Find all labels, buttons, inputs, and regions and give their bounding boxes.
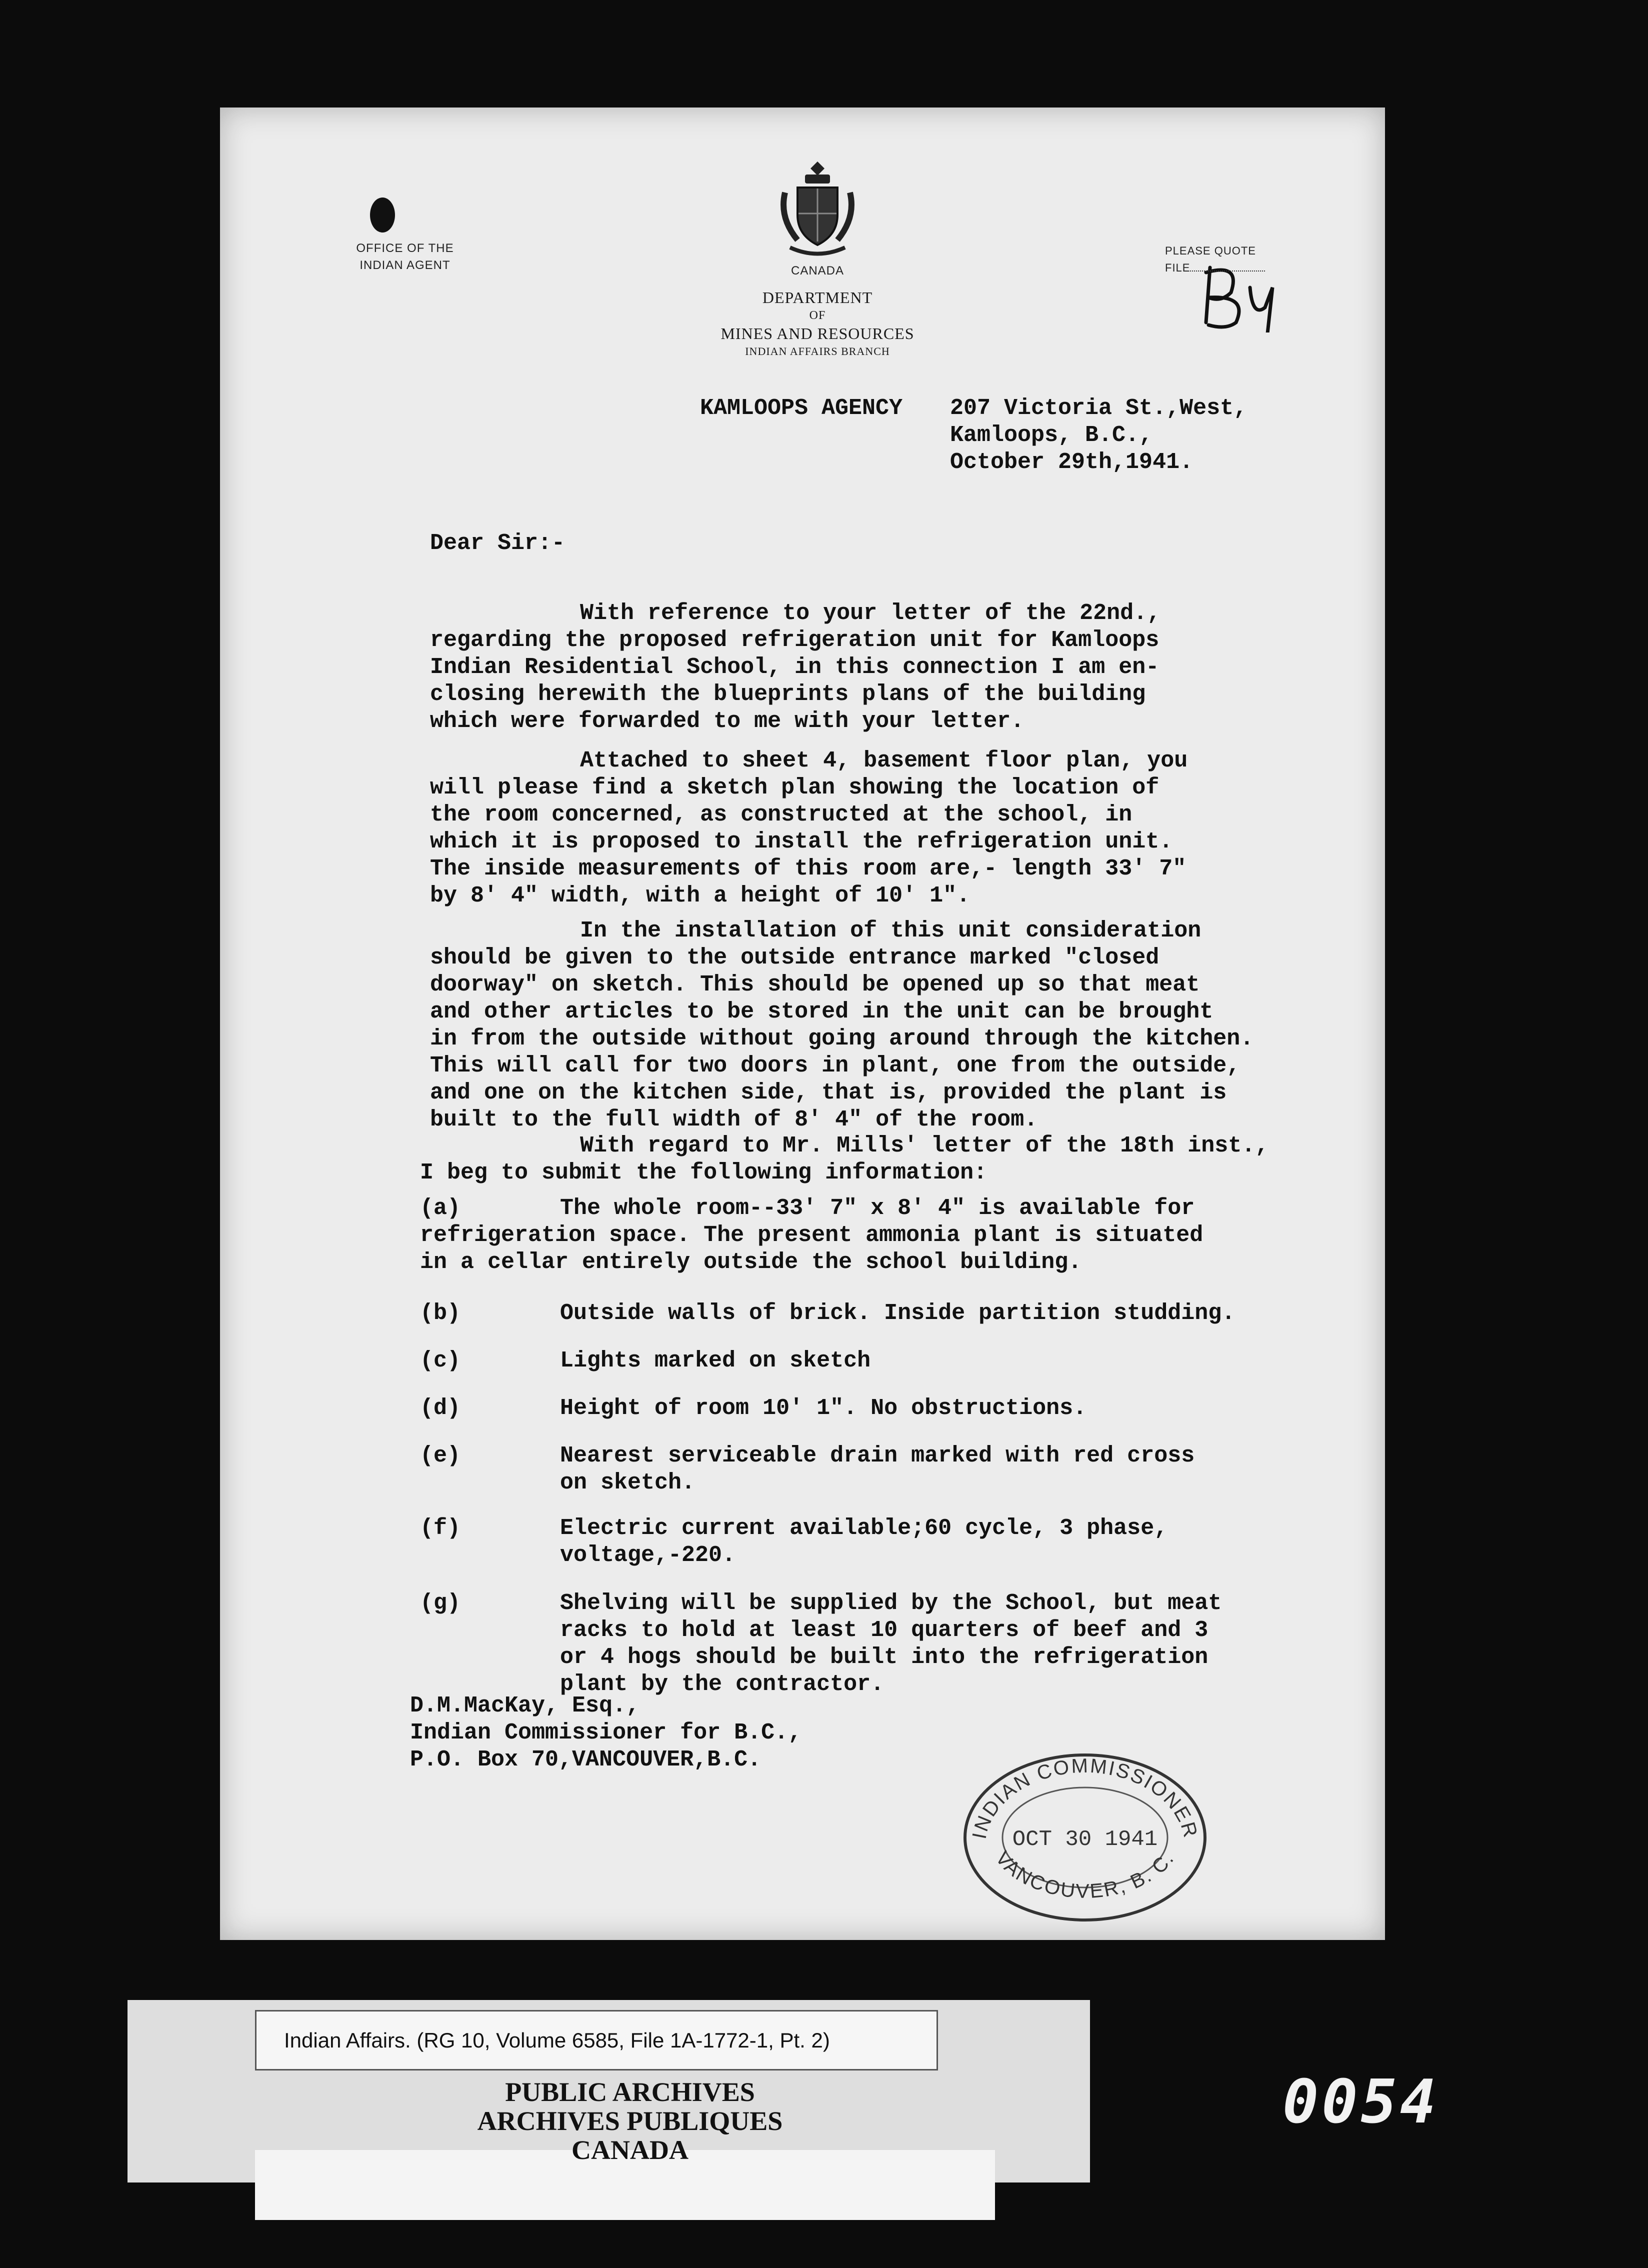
paragraph-line: Attached to sheet 4, basement floor plan, you: [580, 748, 1188, 774]
item-line: The whole room--33' 7" x 8' 4" is available for: [560, 1196, 1195, 1221]
item-label: (f): [420, 1516, 461, 1541]
branch-label: INDIAN AFFAIRS BRANCH: [745, 345, 890, 358]
archive-title: [380, 2078, 880, 2164]
item-line: or 4 hogs should be built into the refrigeration: [560, 1644, 1208, 1670]
paragraph-line: which were forwarded to me with your letter.: [430, 708, 1024, 734]
paragraph-line: and one on the kitchen side, that is, provided the plant is: [430, 1080, 1227, 1106]
paragraph-line: regarding the proposed refrigeration unit for Kamloops: [430, 628, 1160, 653]
paragraph-4: [420, 1132, 1268, 1186]
item-label: (c): [420, 1348, 461, 1374]
list-item: [420, 1195, 1203, 1276]
office-line-1: OFFICE OF THE: [356, 242, 454, 255]
office-of-indian-agent: [345, 240, 465, 274]
item-line: Shelving will be supplied by the School, but meat: [560, 1590, 1222, 1616]
item-text-block: [560, 1442, 1194, 1496]
office-line-2: INDIAN AGENT: [360, 258, 450, 272]
paragraph-line: In the installation of this unit consideration: [580, 918, 1202, 944]
archive-line-1: PUBLIC ARCHIVES: [505, 2077, 755, 2107]
paragraph-2: [430, 748, 1188, 910]
item-label: (e): [420, 1443, 461, 1468]
coat-of-arms-icon: [775, 158, 860, 258]
paragraph-line: doorway" on sketch. This should be opened up so that meat: [430, 972, 1200, 998]
stamp-bottom-text: VANCOUVER, B. C.: [991, 1847, 1179, 1902]
stamp-date: OCT 30 1941: [1012, 1827, 1158, 1852]
paragraph-line: The inside measurements of this room are,- length 33' 7": [430, 856, 1186, 882]
dept-line-2: OF: [809, 309, 826, 322]
paragraph-line: which it is proposed to install the refrigeration unit.: [430, 829, 1173, 854]
item-line: voltage,-220.: [560, 1542, 736, 1568]
file-label: [1165, 260, 1325, 276]
country-label: CANADA: [790, 264, 844, 278]
archive-reference-slip: [255, 2010, 938, 2070]
dept-line-3: MINES AND RESOURCES: [720, 324, 914, 342]
item-line: on sketch.: [560, 1470, 696, 1496]
paragraph-line: Indian Residential School, in this connection I am en-: [430, 654, 1160, 680]
recipient-line-2: Indian Commissioner for B.C.,: [410, 1720, 802, 1746]
paragraph-1: [430, 600, 1160, 735]
recipient-line-3: P.O. Box 70,VANCOUVER,B.C.: [410, 1747, 762, 1772]
dept-line-1: DEPARTMENT: [762, 288, 873, 306]
department-block: [680, 288, 955, 360]
salutation: Dear Sir:-: [430, 530, 566, 556]
item-line: Outside walls of brick. Inside partition studding.: [560, 1300, 1236, 1326]
item-line: in a cellar entirely outside the school building.: [420, 1250, 1082, 1275]
agency-name: KAMLOOPS AGENCY: [700, 396, 903, 421]
paragraph-line: the room concerned, as constructed at the school, in: [430, 802, 1132, 828]
archive-line-3: CANADA: [572, 2135, 688, 2165]
please-quote-label: PLEASE QUOTE: [1165, 244, 1256, 257]
stamp-top-text: INDIAN COMMISSIONER: [968, 1754, 1202, 1841]
paragraph-line: With reference to your letter of the 22nd.,: [580, 600, 1161, 626]
punch-hole: [370, 198, 395, 232]
paragraph-line: and other articles to be stored in the unit can be brought: [430, 999, 1214, 1024]
address-line-1: 207 Victoria St.,West,: [950, 396, 1248, 421]
item-line: Height of room 10' 1". No obstructions.: [560, 1396, 1087, 1421]
recipient-line-1: D.M.MacKay, Esq.,: [410, 1693, 640, 1718]
archive-line-2: ARCHIVES PUBLIQUES: [477, 2106, 783, 2136]
archive-reference: Indian Affairs. (RG 10, Volume 6585, File 1A-1772-1, Pt. 2): [284, 2028, 830, 2052]
recipient-block: [410, 1692, 802, 1774]
received-stamp: [955, 1742, 1215, 1922]
paragraph-line: closing herewith the blueprints plans of the building: [430, 682, 1146, 707]
item-label: (d): [420, 1396, 461, 1421]
paragraph-line: This will call for two doors in plant, one from the outside,: [430, 1053, 1240, 1078]
sender-address: [950, 395, 1247, 476]
paragraph-3: [430, 918, 1254, 1134]
paragraph-line: in from the outside without going around through the kitchen.: [430, 1026, 1254, 1052]
item-line: Lights marked on sketch: [560, 1348, 871, 1374]
address-line-2: Kamloops, B.C.,: [950, 422, 1153, 448]
item-line: racks to hold at least 10 quarters of beef and 3: [560, 1618, 1208, 1643]
item-text-block: [560, 1515, 1168, 1569]
item-text-block: [560, 1590, 1222, 1698]
item-line: Electric current available;60 cycle, 3 phase,: [560, 1516, 1168, 1541]
item-line: refrigeration space. The present ammonia plant is situated: [420, 1222, 1204, 1248]
paragraph-line: by 8' 4" width, with a height of 10' 1".: [430, 883, 970, 908]
please-quote-block: [1165, 242, 1325, 276]
frame-number: 0054: [1282, 2068, 1439, 2137]
paragraph-line: will please find a sketch plan showing the location of: [430, 775, 1160, 800]
paragraph-line: With regard to Mr. Mills' letter of the 18th inst.,: [580, 1133, 1269, 1158]
paragraph-line: I beg to submit the following information:: [420, 1160, 988, 1186]
item-label: (g): [420, 1590, 461, 1616]
item-line: Nearest serviceable drain marked with red cross: [560, 1443, 1195, 1468]
file-text: FILE: [1165, 262, 1190, 274]
svg-text:VANCOUVER, B. C.: [991, 1847, 1178, 1902]
letter-page: [220, 108, 1385, 1940]
letter-date: October 29th,1941.: [950, 450, 1194, 475]
paragraph-line: built to the full width of 8' 4" of the room.: [430, 1107, 1038, 1132]
paragraph-line: should be given to the outside entrance marked "closed: [430, 945, 1160, 970]
item-line: plant by the contractor.: [560, 1672, 884, 1697]
item-label: (a): [420, 1196, 461, 1221]
item-label: (b): [420, 1300, 461, 1326]
